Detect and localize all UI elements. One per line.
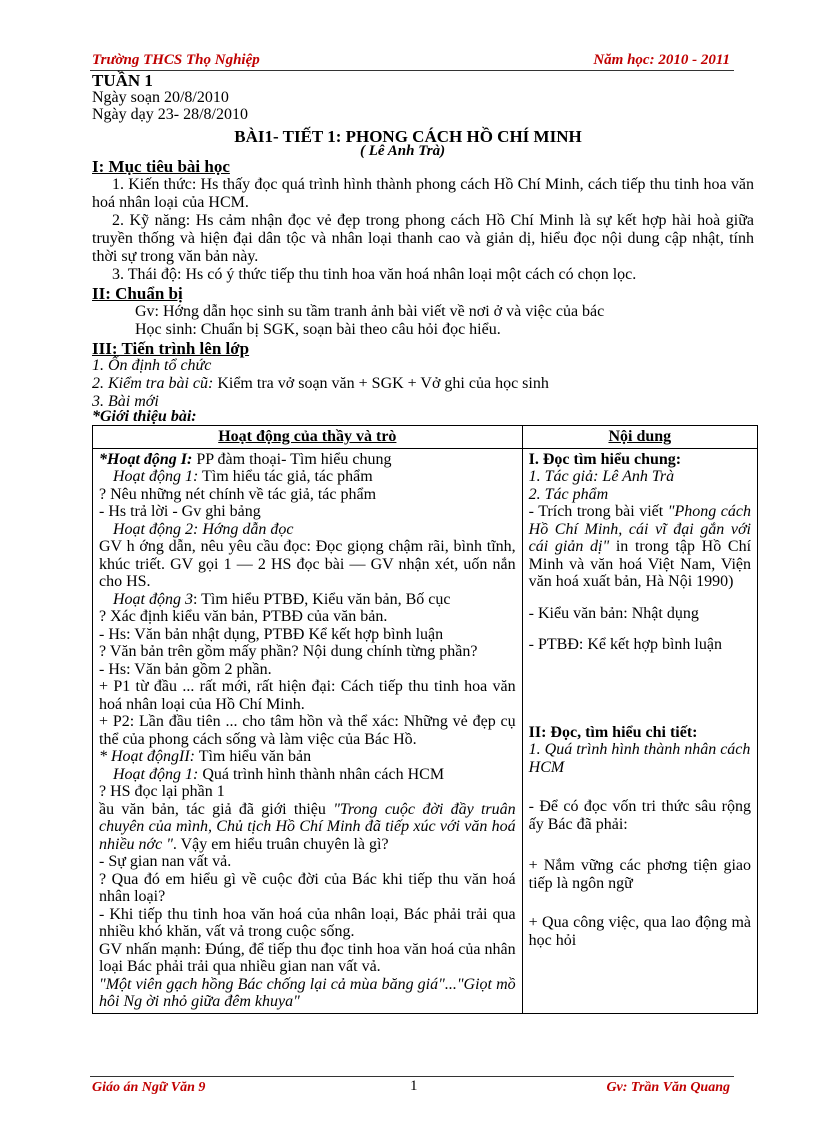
section-objectives-heading: I: Mục tiêu bài học xyxy=(92,157,230,176)
school-year: Năm học: 2010 - 2011 xyxy=(593,52,730,68)
activity-line: "Một viên gạch hồng Bác chống lại cả mùa băng giá"..."Giọt mồ hôi Ng ời nhỏ giữa đêm khuya" xyxy=(99,975,516,1010)
spacer xyxy=(529,776,751,798)
header-rule xyxy=(90,70,734,71)
intro-label: *Giới thiệu bài: xyxy=(92,408,197,425)
step-check xyxy=(92,375,549,393)
objective-skill: 2. Kỹ năng: Hs cảm nhận đọc vẻ đẹp trong phong cách Hồ Chí Minh là sự kết hợp hài hoà giữa truyền thống và hiện đại dân tộc và nhân loại thanh cao và giản dị, hiểu đọc nội dung cập nhật, tính thời sự trong văn bản này. xyxy=(92,212,754,265)
col-header-content: Nội dung xyxy=(522,426,757,449)
content-line: I. Đọc tìm hiểu chung: xyxy=(528,450,682,468)
school-name: Trường THCS Thọ Nghiệp xyxy=(92,52,260,68)
activity-line: GV nhấn mạnh: Đúng, để tiếp thu đọc tinh hoa văn hoá của nhân loại Bác phải trải qua nhiều gian nan vất vả. xyxy=(99,940,516,975)
activities-cell xyxy=(93,448,523,1013)
spacer xyxy=(529,622,751,636)
activity-line: Hoạt động 1: Tìm hiểu tác giả, tác phẩm xyxy=(113,468,373,485)
spacer xyxy=(529,833,751,857)
activity-line: ầu văn bản, tác giả đã giới thiệu "Trong cuộc đời đầy truân chuyên của mình, Chủ tịch Hồ Chí Minh đã tiếp xúc với văn hoá nhiều nớc ". Vậy em hiểu truân chuyên là gì? xyxy=(99,800,516,853)
section-prep-heading: II: Chuẩn bị xyxy=(92,284,183,303)
activity-line: + P2: Lần đầu tiên ... cho tâm hồn và thể xác: Những vẻ đẹp cụ thể của phong cách sống và làm việc của Bác Hồ. xyxy=(99,713,516,748)
spacer xyxy=(529,591,751,605)
step-new-lesson: 3. Bài mới xyxy=(92,393,159,410)
activity-line: + P1 từ đầu ... rất mới, rất hiện đại: Cách tiếp thu tinh hoa văn hoá nhân loại của Hồ Chí Minh. xyxy=(99,678,516,713)
activity-line: ? Xác định kiểu văn bản, PTBĐ của văn bản. xyxy=(99,608,388,625)
lesson-author: ( Lê Anh Trà) xyxy=(360,143,446,159)
activity-line: GV h ớng dẫn, nêu yêu cầu đọc: Đọc giọng chậm rãi, bình tĩnh, khúc triết. GV gọi 1 — 2 HS đọc bài — GV nhận xét, uốn nắn cho HS. xyxy=(99,538,516,590)
spacer xyxy=(529,892,751,914)
content-line: - Để có đọc vốn tri thức sâu rộng ấy Bác đã phải: xyxy=(528,798,751,833)
step-check-label: 2. Kiểm tra bài cũ: xyxy=(92,375,214,392)
footer-teacher: Gv: Trần Văn Quang xyxy=(606,1080,730,1095)
content-line: - PTBĐ: Kể kết hợp bình luận xyxy=(528,636,722,653)
week-label: TUẦN 1 xyxy=(92,71,153,90)
footer-rule xyxy=(90,1076,734,1077)
page-number: 1 xyxy=(410,1078,418,1094)
content-line: 1. Tác giả: Lê Anh Trà xyxy=(528,468,675,485)
activity-line: *Hoạt động I: PP đàm thoại- Tìm hiểu chung xyxy=(99,450,392,468)
content-line: 1. Quá trình hình thành nhân cách HCM xyxy=(528,741,751,776)
activity-line: ? Qua đó em hiểu gì về cuộc đời của Bác khi tiếp thu văn hoá nhân loại? xyxy=(99,870,516,905)
content-line: + Qua công việc, qua lao động mà học hỏi xyxy=(528,914,751,949)
lesson-table xyxy=(92,425,758,1014)
content-cell xyxy=(522,448,757,1013)
activity-line: Hoạt động 3: Tìm hiểu PTBĐ, Kiểu văn bản, Bố cục xyxy=(113,590,451,608)
activity-line: ? HS đọc lại phần 1 xyxy=(99,783,225,800)
activity-line: Hoạt động 2: Hớng dẫn đọc xyxy=(113,520,294,538)
content-line: - Trích trong bài viết "Phong cách Hồ Chí Minh, cái vĩ đại gắn với cái giản dị" in trong tập Hồ Chí Minh và văn hoá Việt Nam, Viện văn hoá xuất bản, Hà Nội 1990) xyxy=(528,503,752,590)
activity-line: - Hs: Văn bản nhật dụng, PTBĐ Kể kết hợp bình luận xyxy=(99,625,444,643)
activity-line: - Hs trả lời - Gv ghi bảng xyxy=(99,503,261,520)
prep-teacher: Gv: Hớng dẫn học sinh su tầm tranh ảnh bài viết về nơi ở và việc của bác xyxy=(135,303,605,320)
spacer xyxy=(529,654,751,724)
activity-line: - Sự gian nan vất vả. xyxy=(99,853,232,870)
content-line: - Kiểu văn bản: Nhật dụng xyxy=(528,604,699,622)
activity-line: - Hs: Văn bản gồm 2 phần. xyxy=(99,660,272,678)
section-process-heading: III: Tiến trình lên lớp xyxy=(92,339,250,358)
footer-subject: Giáo án Ngữ Văn 9 xyxy=(92,1080,206,1095)
col-header-activities: Hoạt động của thầy và trò xyxy=(93,426,523,449)
prep-student: Học sinh: Chuẩn bị SGK, soạn bài theo câu hỏi đọc hiểu. xyxy=(135,321,501,338)
activity-line: ? Nêu những nét chính về tác giả, tác phẩm xyxy=(99,485,377,503)
objective-attitude: 3. Thái độ: Hs có ý thức tiếp thu tinh hoa văn hoá nhân loại một cách có chọn lọc. xyxy=(112,266,637,283)
activity-line: ? Văn bản trên gồm mấy phần? Nội dung chính từng phần? xyxy=(99,643,478,660)
content-line: + Nắm vững các phơng tiện giao tiếp là ngôn ngữ xyxy=(528,857,751,892)
prep-date: Ngày soạn 20/8/2010 xyxy=(92,89,229,106)
objective-knowledge: 1. Kiến thức: Hs thấy đọc quá trình hình thành phong cách Hồ Chí Minh, cách tiếp thu tinh hoa văn hoá nhân loại của HCM. xyxy=(92,176,754,211)
activity-line: * Hoạt độngII: Tìm hiểu văn bản xyxy=(99,748,312,765)
lesson-title: BÀI1- TIẾT 1: PHONG CÁCH HỒ CHÍ MINH xyxy=(234,127,582,146)
content-line: 2. Tác phẩm xyxy=(528,485,609,503)
teach-date: Ngày dạy 23- 28/8/2010 xyxy=(92,106,248,123)
step-organize: 1. Ổn định tổ chức xyxy=(92,357,212,374)
step-check-text: Kiểm tra vở soạn văn + SGK + Vở ghi của học sinh xyxy=(213,375,549,392)
activity-line: - Khi tiếp thu tinh hoa văn hoá của nhân loại, Bác phải trải qua nhiều khó khăn, vất vả trong cuộc sống. xyxy=(99,905,516,940)
activity-line: Hoạt động 1: Quá trình hình thành nhân cách HCM xyxy=(113,765,445,783)
content-line: II: Đọc, tìm hiểu chi tiết: xyxy=(528,723,698,741)
